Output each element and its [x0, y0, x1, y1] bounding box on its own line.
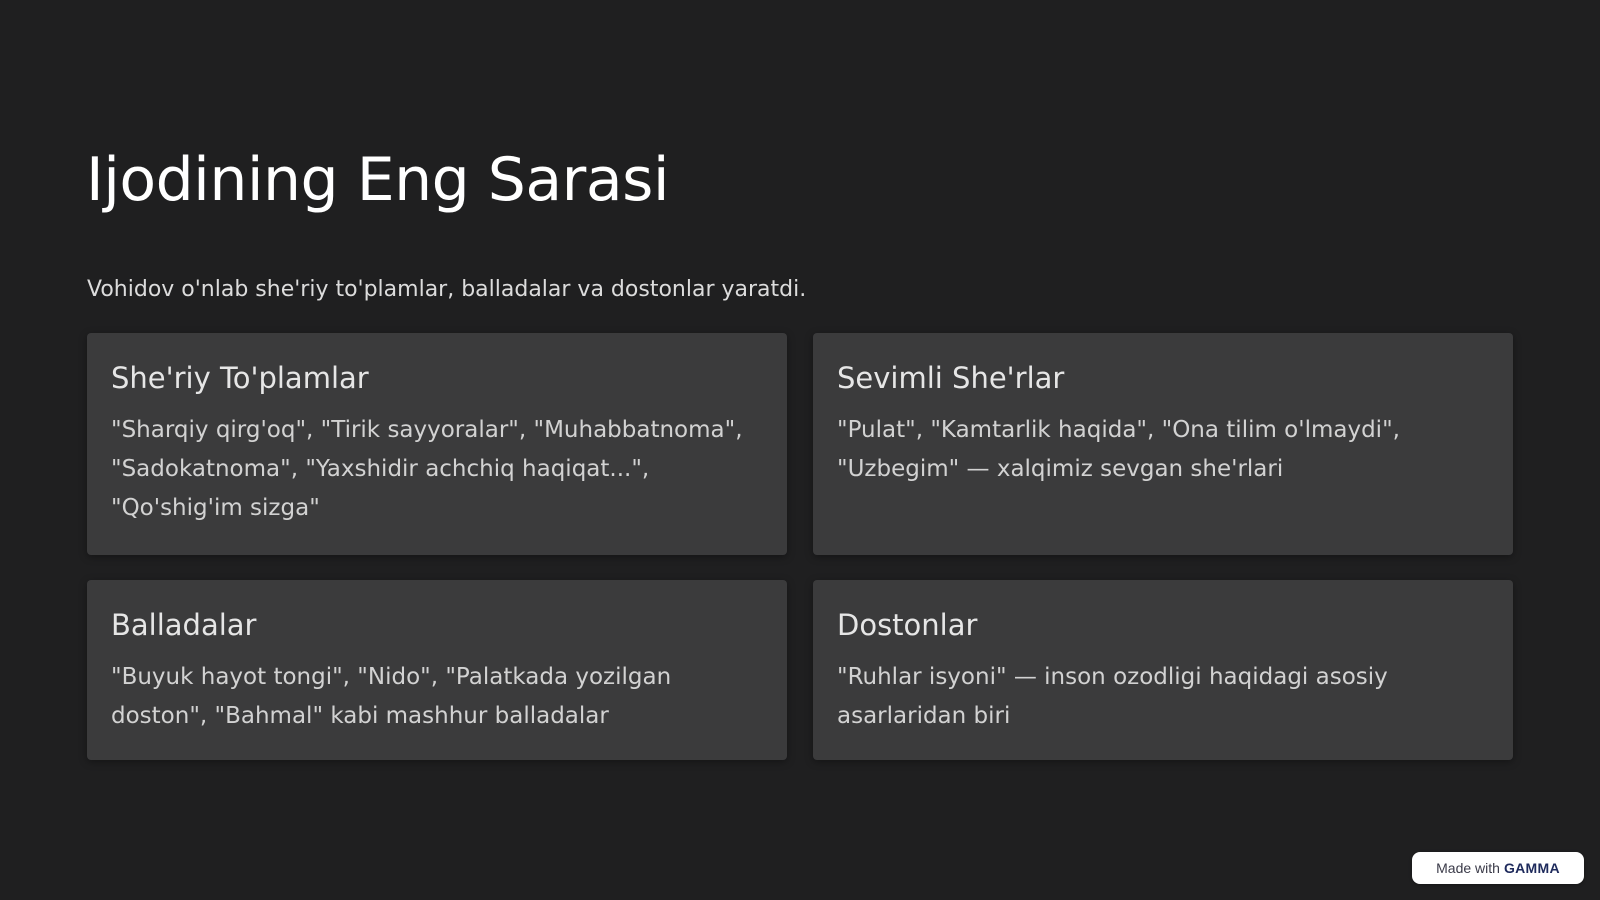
gamma-logo-text: GAMMA — [1503, 860, 1560, 876]
card-text: "Sharqiy qirg'oq", "Tirik sayyoralar", "Muhabbatnoma", "Sadokatnoma", "Yaxshidir achchiq haqiqat...", "Qo'shig'im sizga" — [111, 417, 743, 521]
card-text: "Pulat", "Kamtarlik haqida", "Ona tilim o'lmaydi", "Uzbegim" — xalqimiz sevgan she'rlari — [837, 417, 1400, 482]
card-text: "Ruhlar isyoni" — inson ozodligi haqidagi asosiy asarlaridan biri — [837, 664, 1388, 729]
card-text: "Buyuk hayot tongi", "Nido", "Palatkada yozilgan doston", "Bahmal" kabi mashhur balladalar — [111, 664, 672, 729]
card-title: Dostonlar — [837, 608, 978, 642]
card-title: Balladalar — [111, 608, 257, 642]
card-poetry-collections — [87, 333, 787, 555]
card-ballads — [87, 580, 787, 760]
card-title: Sevimli She'rlar — [837, 361, 1065, 395]
card-title: She'riy To'plamlar — [111, 361, 369, 395]
cards-grid — [87, 333, 1513, 760]
slide-title: Ijodining Eng Sarasi — [86, 145, 670, 215]
card-favorite-poems — [813, 333, 1513, 555]
card-epics — [813, 580, 1513, 760]
slide-subtitle: Vohidov o'nlab she'riy to'plamlar, balladalar va dostonlar yaratdi. — [87, 277, 807, 302]
badge-prefix: Made with — [1436, 860, 1500, 876]
made-with-gamma-badge[interactable] — [1412, 852, 1584, 884]
